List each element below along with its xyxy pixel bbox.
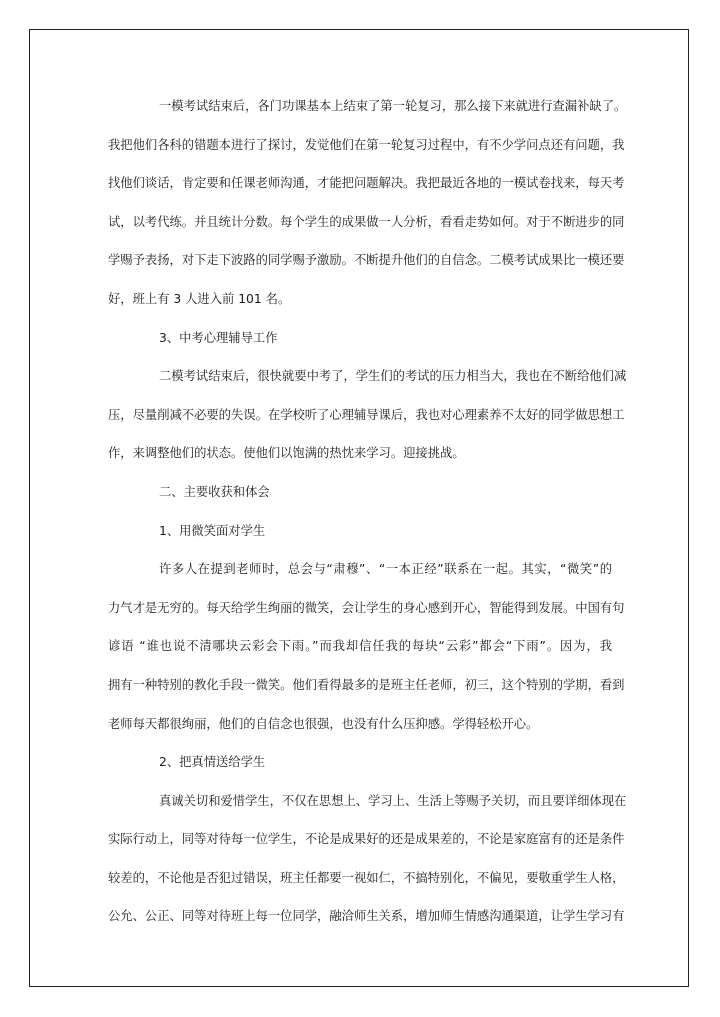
section-heading: 二、主要收获和体会 (159, 484, 270, 499)
paragraph-line: 拥有一种特别的教化手段一微笑。他们看得最多的是班主任老师，初三，这个特别的学期，看到 (108, 677, 625, 692)
subsection-heading: 1、用微笑面对学生 (159, 523, 266, 538)
paragraph-line: 许多人在提到老师时，总会与“肃穆”、“一本正经”联系在一起。其实，“微笑”的 (159, 562, 612, 577)
paragraph-line: 真诚关切和爱惜学生，不仅在思想上、学习上、生活上等赐予关切，而且要详细体现在 (159, 793, 627, 808)
paragraph-line: 实际行动上，同等对待每一位学生，不论是成果好的还是成果差的，不论是家庭富有的还是条件 (108, 832, 625, 847)
paragraph-line: 公允、公正、同等对待班上每一位同学，融洽师生关系，增加师生情感沟通渠道，让学生学习有 (108, 909, 625, 924)
document-body (108, 94, 627, 943)
paragraph-line: 好，班上有 3 人进入前 101 名。 (108, 291, 291, 306)
paragraph-line: 较差的，不论他是否犯过错误，班主任都要一视如仁，不搞特别化，不偏见，要敬重学生人格， (108, 870, 625, 885)
paragraph-line: 压，尽量削减不必要的失误。在学校听了心理辅导课后，我也对心理素养不太好的同学做思想工 (108, 407, 625, 422)
paragraph-line: 力气才是无穷的。每天给学生绚丽的微笑，会让学生的身心感到开心，智能得到发展。中国有句 (108, 600, 625, 615)
paragraph-line: 学赐予表扬，对下走下波路的同学赐予激励。不断提升他们的自信念。二模考试成果比一模还要 (108, 253, 625, 268)
paragraph-line: 一模考试结束后，各门功课基本上结束了第一轮复习，那么接下来就进行查漏补缺了。 (159, 99, 627, 113)
subsection-heading: 2、把真情送给学生 (159, 755, 266, 770)
paragraph-line: 谚语 “谁也说不清哪块云彩会下雨。”而我却信任我的每块“云彩”都会“下雨”。因为，我 (108, 639, 612, 654)
paragraph-line: 作，来调整他们的状态。使他们以饱满的热忱来学习。迎接挑战。 (108, 446, 465, 461)
paragraph-line: 二模考试结束后，很快就要中考了，学生们的考试的压力相当大，我也在不断给他们减 (159, 369, 627, 384)
paragraph-line: 老师每天都很绚丽，他们的自信念也很强，也没有什么压抑感。学得轻松开心。 (108, 716, 539, 731)
section-heading: 3、中考心理辅导工作 (159, 330, 278, 345)
paragraph-line: 试，以考代练。并且统计分数。每个学生的成果做一人分析，看看走势如何。对于不断进步的同 (108, 214, 625, 229)
paragraph-line: 找他们谈话，肯定要和任课老师沟通，才能把问题解决。我把最近各地的一模试卷找来，每天考 (108, 176, 625, 191)
paragraph-line: 我把他们各科的错题本进行了探讨，发觉他们在第一轮复习过程中，有不少学问点还有问题，我 (108, 137, 625, 152)
